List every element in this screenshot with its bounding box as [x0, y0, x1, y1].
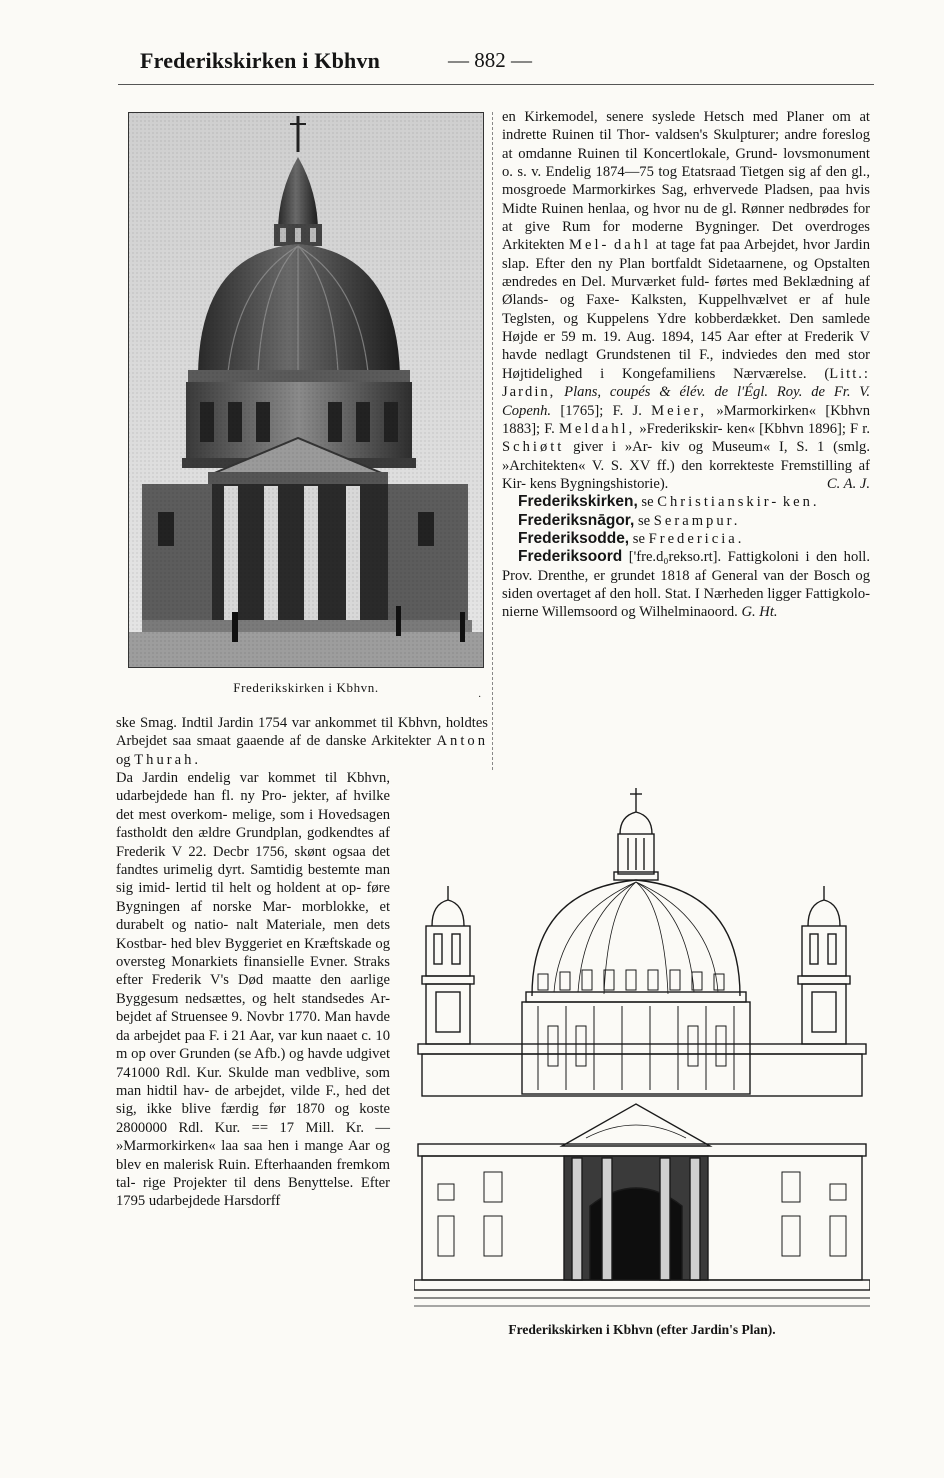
- text-line: førtes med Beklædning af Ølands- og Faxe-: [502, 274, 870, 309]
- right-column-text: [502, 108, 870, 622]
- text-line: Marmorkirkes Sag, erhvervede Pladsen, paa: [572, 182, 840, 199]
- cross-reference: Christianskir-: [657, 494, 780, 511]
- headword: Frederiksnāgor,: [518, 511, 635, 529]
- text-line: Højde er 59 m. 19. Aug. 1894, 145 Aar efter: [502, 329, 782, 346]
- text-line: ikke blive færdig før 1870 og koste: [146, 1101, 390, 1118]
- text-line: over Grunden (se Afb.) og havde: [149, 1046, 343, 1063]
- spaced-name: dahl: [613, 237, 652, 254]
- text-line: en Kirkemodel, senere syslede Hetsch med: [502, 109, 778, 125]
- cross-reference: Fredericia.: [648, 530, 745, 547]
- text-line: Da Jardin endelig var kommet til: [116, 770, 338, 786]
- cross-reference: ken.: [782, 494, 820, 511]
- text-line: nedsættes, og helt standsedes Ar-: [185, 990, 390, 1007]
- jardin-plan-drawing: [414, 786, 870, 1316]
- column-divider: [492, 112, 493, 770]
- text-fragment: giver i »Ar-: [564, 439, 653, 456]
- spaced-word: Litt.:: [829, 365, 870, 382]
- text-line: hvis Midte Ruinen henlaa, og hvor nu de gl.: [502, 182, 870, 217]
- author-signature: C. A. J.: [826, 475, 870, 492]
- text-line: mange Aar og blev en malerisk: [116, 1138, 391, 1173]
- see-word: se: [634, 512, 654, 529]
- text-line: ske Smag. Indtil Jardin 1754 var ankommet til: [116, 715, 394, 731]
- text-line: Ruin. Efterhaanden fremkom tal-: [116, 1156, 390, 1191]
- spaced-name: Meldahl,: [558, 420, 636, 437]
- text-line: jekter, af hvilke det mest overkom-: [116, 788, 391, 823]
- page-number: — 882 —: [448, 48, 532, 72]
- headword: Frederikskirken,: [518, 493, 638, 511]
- text-line: hed blev Byggeriet en Kræftskade: [170, 935, 372, 952]
- paragraph-tietgen: [502, 108, 870, 493]
- text-line: valdsen's Skulpturer; andre foreslog at: [502, 127, 871, 162]
- text-line: føre Bygningen af norske Mar-: [116, 880, 390, 915]
- text-fragment: »Marmorkirken«: [707, 402, 817, 419]
- text-line: Etatsraad Tietgen sig af den gl., mosgroede: [502, 164, 870, 199]
- text-line: i den holl. Prov. Drenthe, er grundet 1818 af: [502, 549, 870, 584]
- text-line: af Frederik V 22. Decbr 1756, skønt: [116, 825, 390, 860]
- spaced-name: Thurah.: [134, 751, 202, 768]
- pronunciation: ['fre.d₀rekso.rt]. Fattigkoloni: [622, 549, 799, 566]
- spaced-name: Meier,: [651, 402, 708, 419]
- text-line: den ældre Grundplan, godkendtes: [172, 825, 374, 842]
- spaced-name: Mel-: [569, 237, 610, 254]
- text-line: omdanne Ruinen til Koncertlokale, Grund-: [518, 145, 778, 162]
- text-line: S. XV ff.) den korrekteste Fremstilling af Kir-: [502, 457, 870, 492]
- text-line: at Frederik V havde nedlagt Grundstenen til: [502, 329, 870, 364]
- text-line: Planer om at indrette Ruinen til Thor-: [502, 109, 870, 144]
- text-line: nalt Materiale, men dets Kostbar-: [116, 917, 391, 952]
- text-line: 2800000 Rdl. Kur. == 17 Mill. Kr.: [116, 1119, 364, 1136]
- text-line: Død maatte den aarlige Byggesum: [116, 972, 390, 1007]
- text-fragment: ken« [Kbhvn 1896]; F r.: [726, 420, 870, 437]
- paragraph-jardin-arrival: [116, 714, 488, 769]
- text-line: Samtidig bestemte man sig imid-: [116, 862, 390, 897]
- text-line: Kbhvn, udarbejdede han fl. ny Pro-: [116, 770, 390, 805]
- entry-frederiksodde: [502, 530, 870, 548]
- left-column-narrow-text: [116, 769, 390, 1211]
- see-word: se: [637, 494, 658, 511]
- photo-caption: Frederikskirken i Kbhvn.: [233, 680, 379, 695]
- church-photograph: [128, 112, 484, 668]
- text-line: lovsmonument o. s. v. Endelig 1874—75 tog: [502, 145, 870, 181]
- text-line: ogsaa det fandtes urimelig dyrt.: [116, 843, 390, 879]
- text-line: bejdet af Struensee 9. Novbr 1770.: [116, 1009, 321, 1026]
- spaced-name: Schiøtt: [502, 439, 565, 456]
- margin-mark: ·: [478, 692, 482, 703]
- text-line: nierne Willemsoord og Wilhelminaoord.: [502, 604, 738, 621]
- text-line: kens Bygningshistorie).: [529, 475, 669, 492]
- text-line: F., indviedes den med stor Højtidelighed i: [502, 347, 870, 382]
- headword: Frederiksoord: [518, 548, 623, 566]
- entry-frederiksoord: [502, 548, 870, 621]
- see-word: se: [629, 530, 649, 547]
- text-fragment: af de danske Arkitekter: [289, 733, 437, 750]
- spaced-name: Anton: [436, 733, 488, 750]
- text-line: Evner. Straks efter Frederik V's: [116, 954, 390, 989]
- entry-frederikskirken: [502, 493, 870, 511]
- paragraph-history: [116, 769, 390, 1211]
- text-line: udgivet 741000 Rdl. Kur. Skulde: [116, 1046, 391, 1081]
- header-rule: [118, 84, 874, 85]
- text-fragment: »Frederikskir-: [635, 420, 723, 437]
- text-line: de arbejdet, vilde F., hed det sig,: [116, 1082, 390, 1118]
- text-line: 21 Aar, var kun naaet c. 10 m op: [116, 1027, 390, 1063]
- text-line: den holl. Stat. I Nærheden ligger Fattigkolo-: [609, 585, 871, 602]
- headword: Frederiksodde,: [518, 529, 630, 547]
- text-line: og Kuppelens Ydre kobberdækket. Den samlede: [563, 310, 870, 327]
- text-line: Kbhvn, holdtes Arbejdet saa smaat gaaende: [116, 715, 488, 750]
- italic-title: Plans, coupés & élév. de l'Égl. Roy. de Fr. V.: [564, 384, 870, 401]
- page-header: [140, 48, 870, 80]
- text-line: og Opstalten ændredes en Del. Murværket fuld-: [502, 255, 870, 291]
- entry-frederiksnagor: [502, 512, 870, 530]
- text-line: at tage fat paa Arbejdet, hvor Jardin: [655, 237, 871, 254]
- text-line: kiv og Museum« I, S. 1 (smlg. »Architekten« V.: [502, 439, 870, 474]
- text-line: — »Marmorkirken« laa saa hen i: [116, 1119, 391, 1155]
- running-title: Frederikskirken i Kbhvn: [140, 48, 381, 73]
- text-line: rige Projekter til dens Benyttelse.: [142, 1174, 354, 1191]
- cross-reference: Serampur.: [653, 512, 741, 529]
- text-line: Kalksten, Kuppelhvælvet er af hule Teglsten,: [502, 292, 871, 327]
- plan-caption: Frederikskirken i Kbhvn (efter Jardin's Plan).: [508, 1322, 776, 1337]
- text-line: morblokke, et durabelt og natio-: [116, 898, 390, 934]
- left-column-wide-text: [116, 714, 488, 769]
- text-fragment: og: [116, 751, 135, 768]
- text-line: Efter 1795 udarbejdede Harsdorff: [116, 1174, 390, 1210]
- italic-title: Copenh.: [502, 402, 552, 419]
- spaced-name: Jardin,: [502, 384, 556, 401]
- text-fragment: [Kbhvn 1883]; F.: [502, 402, 870, 437]
- text-line: lertid til helt og holdent at op-: [175, 880, 362, 897]
- text-line: melige, som i Hovedsagen fastholdt: [116, 806, 390, 842]
- text-line: og oversteg Monarkiets finansielle: [116, 935, 390, 971]
- text-fragment: [1765]; F. J.: [551, 402, 642, 419]
- text-line: General van der Bosch og siden overtaget af: [502, 567, 871, 602]
- text-line: man vedblive, som man hidtil hav-: [116, 1064, 390, 1099]
- author-signature: G. Ht.: [741, 604, 778, 621]
- text-line: Rønner nedbrødes for at give Rum for moderne: [502, 200, 870, 236]
- text-line: slap. Efter den ny Plan bortfaldt Sidetaarnene,: [502, 255, 787, 272]
- text-line: Bygninger. Det overdroges Arkitekten: [502, 219, 870, 254]
- text-line: Kongefamiliens Nærværelse. (: [622, 365, 830, 382]
- text-line: Man havde da arbejdet paa F. i: [116, 1009, 391, 1044]
